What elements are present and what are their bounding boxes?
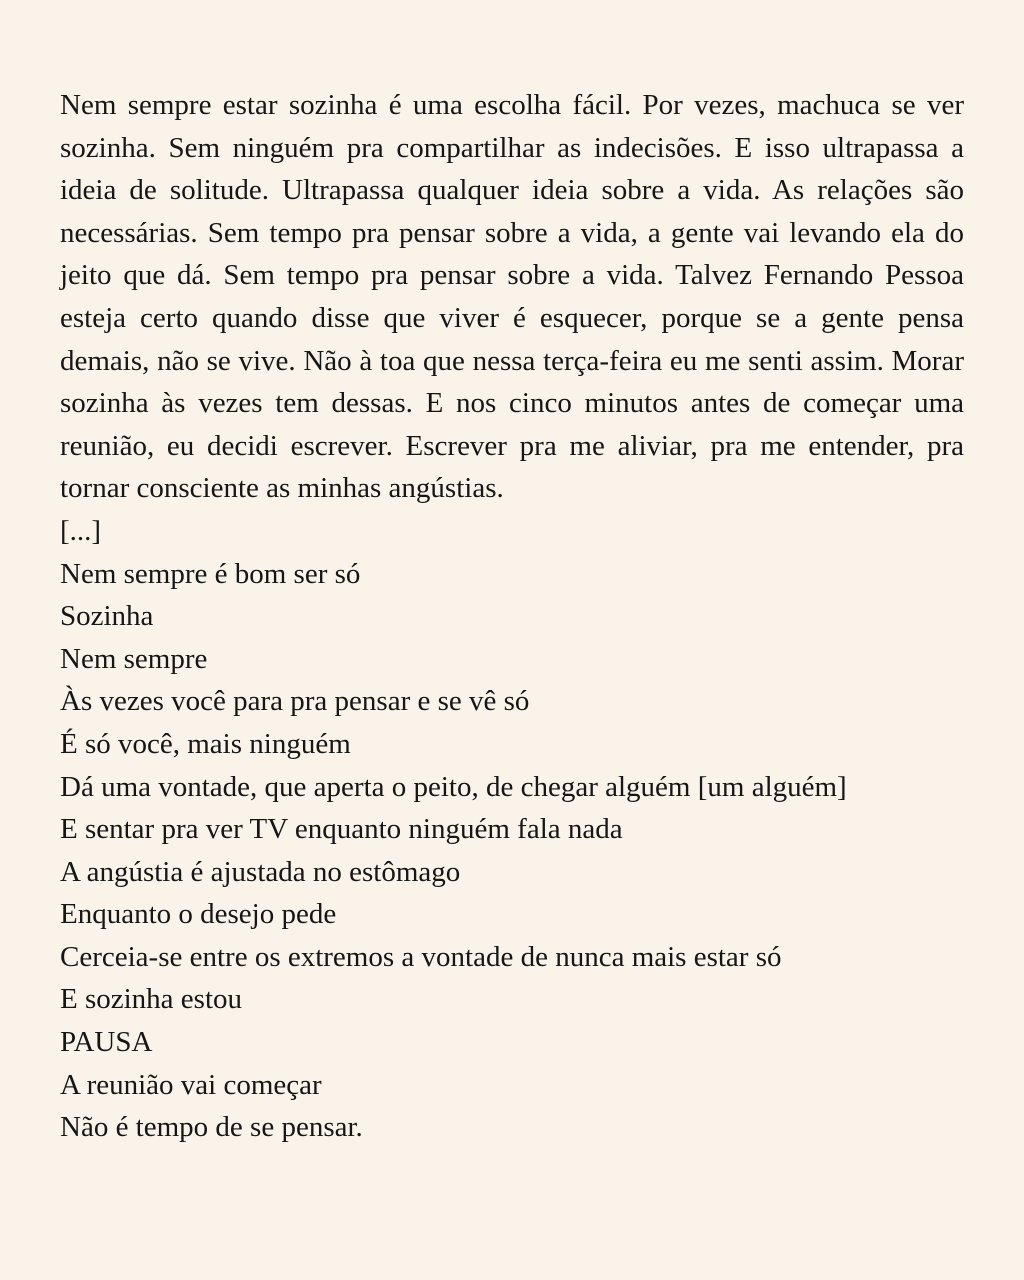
poem-line: Não é tempo de se pensar. (60, 1111, 363, 1144)
poem-line: É só você, mais ninguém (60, 727, 351, 760)
prose-paragraph: Nem sempre estar sozinha é uma escolha fácil. Por vezes, machuca se ver sozinha. Sem ninguém pra compartilhar as indecisões. E isso ultrapassa a ideia de solitude. Ultrapassa qualquer ideia sobre a vida. As relações são necessárias. Sem tempo pra pensar sobre a vida, a gente vai levando ela do jeito que dá. Sem tempo pra pensar sobre a vida. Talvez Fernando Pessoa esteja certo quando disse que viver é esquecer, porque se a gente pensa demais, não se vive. Não à toa que nessa terça-feira eu me senti assim. Morar sozinha às vezes tem dessas. E nos cinco minutos antes de começar uma reunião, eu decidi escrever. Escrever pra me aliviar, pra me entender, pra tornar consciente as minhas angústias. (60, 89, 964, 505)
poem-line: E sentar pra ver TV enquanto ninguém fala nada (60, 813, 623, 846)
poem-line: Nem sempre (60, 642, 208, 675)
poem-line: Às vezes você para pra pensar e se vê só (60, 685, 530, 718)
poem-line: Dá uma vontade, que aperta o peito, de chegar alguém [um alguém] (60, 770, 847, 803)
poem-line: Cerceia-se entre os extremos a vontade de nunca mais estar só (60, 940, 782, 973)
poem-line: PAUSA (60, 1026, 153, 1059)
poem-line: A reunião vai começar (60, 1068, 322, 1101)
poem-line: E sozinha estou (60, 983, 243, 1016)
poem-line: [...] (60, 514, 102, 547)
poem-line: Enquanto o desejo pede (60, 898, 337, 931)
poem-line: Sozinha (60, 600, 154, 633)
poem-line: A angústia é ajustada no estômago (60, 855, 461, 888)
poem (60, 510, 964, 1149)
poem-line: Nem sempre é bom ser só (60, 557, 361, 590)
